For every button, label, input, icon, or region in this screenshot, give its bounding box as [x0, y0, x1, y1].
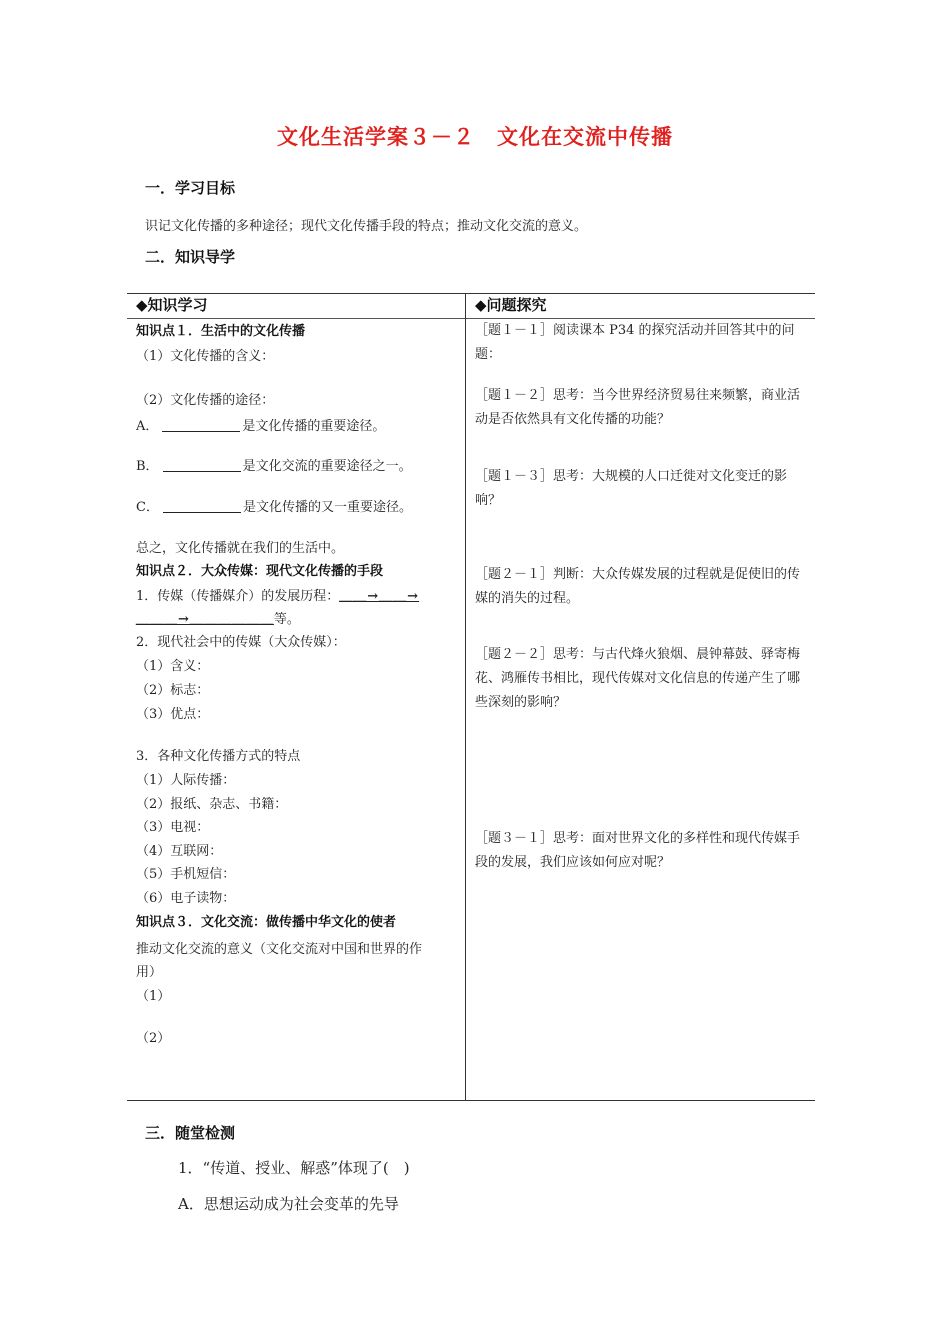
kp1-item-c — [136, 498, 412, 518]
kp1-item-c-text: 是文化传播的又一重要途径。 — [242, 500, 412, 515]
kp3-line-2: 用） — [136, 965, 163, 980]
kp1-item-b — [136, 457, 412, 477]
kp1-item-b-prefix: B． — [136, 459, 159, 474]
kp1-item-a-prefix: A． — [136, 419, 159, 434]
knowledge-point-3-title: 知识点３．文化交流：做传播中华文化的使者 — [136, 915, 397, 930]
kp2-line-6: （3）优点： — [136, 707, 210, 722]
knowledge-point-1-title: 知识点１．生活中的文化传播 — [136, 324, 306, 339]
kp1-item-a — [136, 417, 385, 437]
kp2-line-1 — [136, 587, 419, 607]
question-3-1: ［题３－１］思考：面对世界文化的多样性和现代传媒手段的发展，我们应该如何应对呢？ — [475, 831, 801, 870]
kp2-line-11: （4）互联网： — [136, 844, 223, 859]
question-1-1: ［题１－１］阅读课本 P34 的探究活动并回答其中的问题： — [475, 323, 795, 362]
kp1-summary: 总之，文化传播就在我们的生活中。 — [136, 541, 345, 556]
kp2-line-9: （2）报纸、杂志、书籍： — [136, 797, 288, 812]
question-1-3: ［题１－３］思考：大规模的人口迁徙对文化变迁的影响？ — [475, 469, 788, 508]
fill-dashes-1[interactable]: ＿＿→＿＿→ — [339, 589, 420, 604]
kp2-line-13: （6）电子读物： — [136, 891, 236, 906]
fill-blank-c[interactable] — [163, 499, 241, 513]
kp2-line-4: （1）含义： — [136, 659, 210, 674]
kp2-line-12: （5）手机短信： — [136, 867, 236, 882]
kp1-item-c-prefix: C． — [136, 500, 159, 515]
objectives-text: 识记文化传播的多种途径；现代文化传播手段的特点；推动文化交流的意义。 — [145, 219, 588, 234]
kp1-item-b-text: 是文化交流的重要途径之一。 — [242, 459, 412, 474]
fill-blank-b[interactable] — [163, 458, 241, 472]
kp2-line-8: （1）人际传播： — [136, 773, 236, 788]
kp1-item-a-text: 是文化传播的重要途径。 — [242, 419, 386, 434]
section-heading-objectives: 一．学习目标 — [145, 179, 236, 197]
section-heading-test: 三．随堂检测 — [145, 1124, 236, 1142]
question-1-2: ［题１－２］思考：当今世界经济贸易往来频繁，商业活动是否依然具有文化传播的功能？ — [475, 388, 801, 427]
test-option-a: A．思想运动成为社会变革的先导 — [178, 1195, 399, 1213]
question-2-2: ［题２－２］思考：与古代烽火狼烟、晨钟幕鼓、驿寄梅花、鸿雁传书相比，现代传媒对文化信息的传递产生了哪些深刻的影响？ — [475, 647, 801, 710]
table-bottom-border — [127, 1100, 815, 1101]
section-heading-guide: 二．知识导学 — [145, 248, 236, 266]
left-column-header: ◆知识学习 — [136, 296, 208, 314]
knowledge-point-2-title: 知识点２．大众传媒：现代文化传播的手段 — [136, 564, 384, 579]
fill-blank-a[interactable] — [162, 418, 240, 432]
question-2-1: ［题２－１］判断：大众传媒发展的过程就是促使旧的传媒的消失的过程。 — [475, 567, 801, 606]
kp2-line-2 — [136, 610, 300, 630]
fill-dashes-2[interactable]: ＿＿＿→＿＿＿＿＿＿ — [136, 612, 274, 627]
right-column-header: ◆问题探究 — [475, 296, 547, 314]
kp3-line-3: （1） — [136, 989, 171, 1004]
kp2-line-5: （2）标志： — [136, 683, 210, 698]
table-column-divider — [465, 293, 466, 1101]
kp2-line-10: （3）电视： — [136, 820, 210, 835]
test-question-1: 1．“传道、授业、解惑”体现了( ) — [178, 1159, 410, 1177]
kp3-line-4: （2） — [136, 1031, 171, 1046]
kp2-line-1-text: 1．传媒（传播媒介）的发展历程： — [136, 589, 340, 604]
kp1-meaning: （1）文化传播的含义： — [136, 349, 275, 364]
table-top-border — [127, 293, 815, 294]
kp1-channels: （2）文化传播的途径： — [136, 393, 275, 408]
page-title: 文化生活学案３－２ 文化在交流中传播 — [277, 125, 673, 149]
kp3-line-1: 推动文化交流的意义（文化交流对中国和世界的作 — [136, 942, 423, 957]
kp2-line-7: 3．各种文化传播方式的特点 — [136, 749, 301, 764]
kp2-line-3: 2．现代社会中的传媒（大众传媒）： — [136, 635, 346, 650]
kp2-line-2-text: 等。 — [273, 612, 300, 627]
